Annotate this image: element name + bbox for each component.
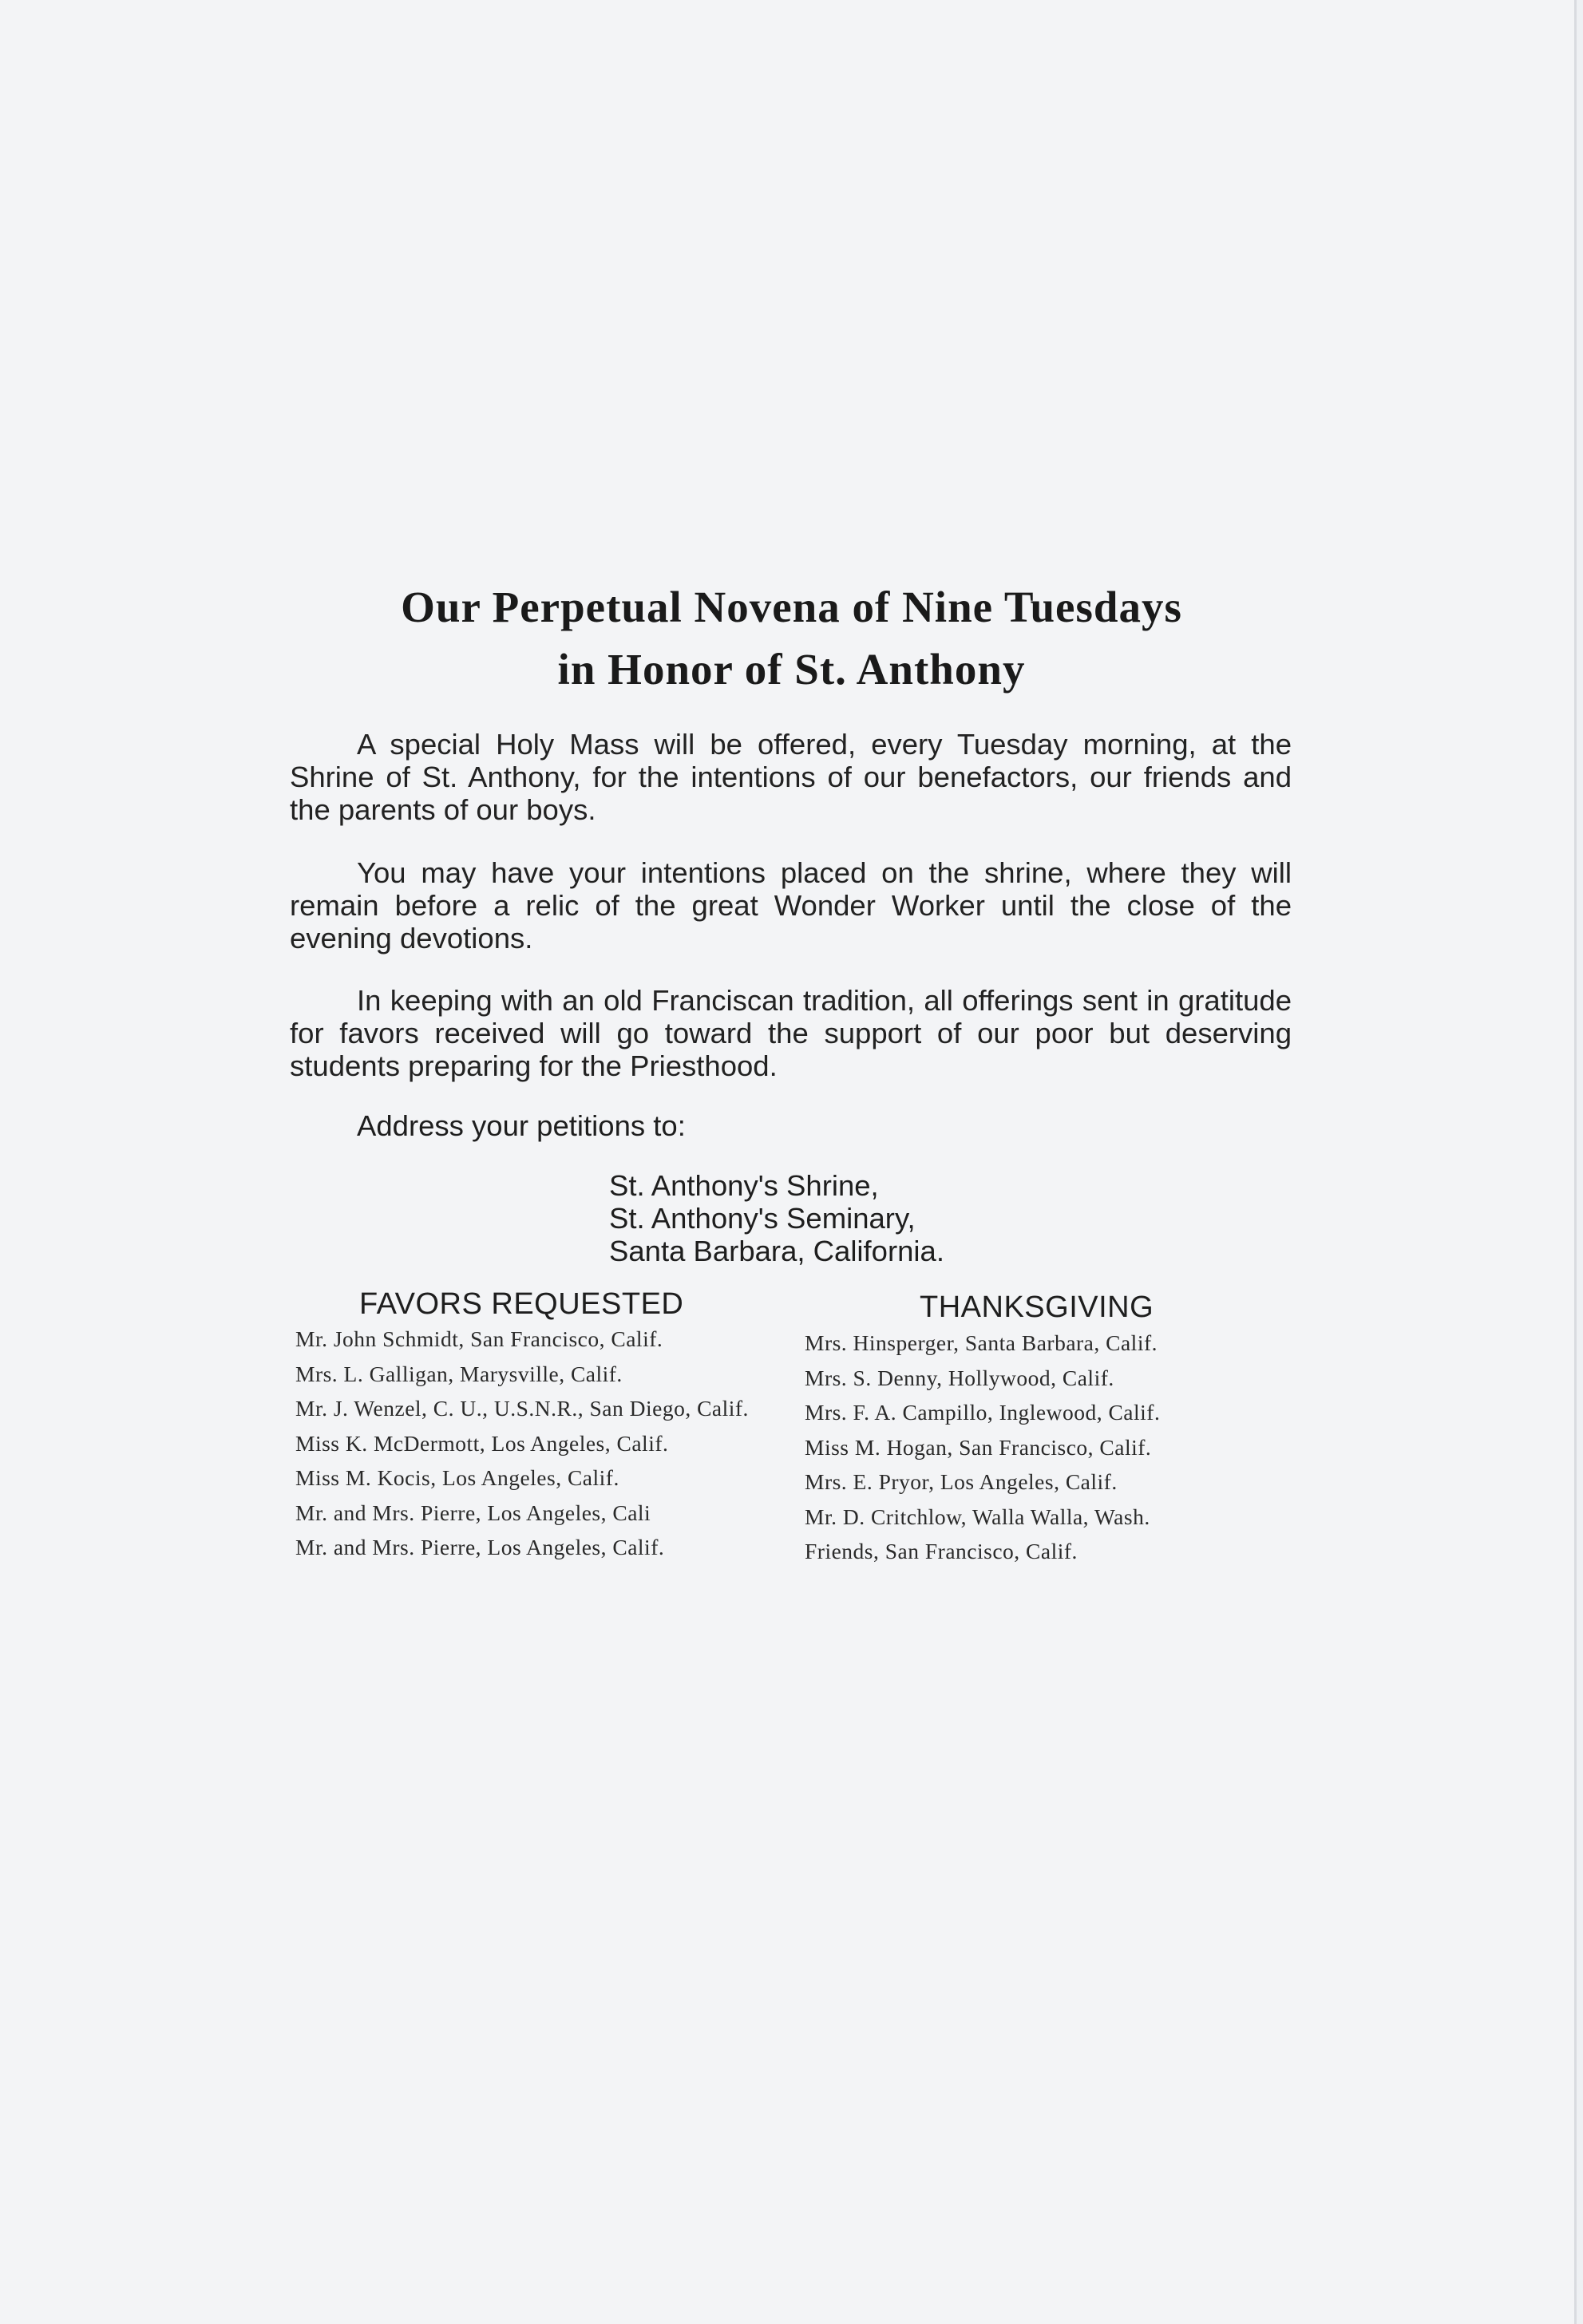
address-line-2: St. Anthony's Seminary, — [609, 1202, 916, 1235]
paragraph-offerings: In keeping with an old Franciscan tradition, all offerings sent in gratitude for favors received will go toward the support of our poor but deserving students preparing for the Priesthood. — [290, 984, 1292, 1082]
paragraph-intentions: You may have your intentions placed on the shrine, where they will remain before a relic of the great Wonder Worker until the close of the evening devotions. — [290, 856, 1292, 955]
list-item: Mrs. F. A. Campillo, Inglewood, Calif. — [805, 1400, 1161, 1425]
address-line-3: Santa Barbara, California. — [609, 1235, 944, 1267]
list-item: Mrs. L. Galligan, Marysville, Calif. — [295, 1361, 623, 1386]
list-item: Mr. and Mrs. Pierre, Los Angeles, Cali — [295, 1500, 651, 1525]
list-item: Mrs. Hinsperger, Santa Barbara, Calif. — [805, 1330, 1158, 1355]
favors-requested-heading: FAVORS REQUESTED — [359, 1287, 684, 1321]
list-item: Miss M. Hogan, San Francisco, Calif. — [805, 1434, 1152, 1460]
paragraph-holy-mass: A special Holy Mass will be offered, every Tuesday morning, at the Shrine of St. Anthony, for the intentions of our benefactors, our friends and the parents of our boys. — [290, 728, 1292, 826]
list-item: Friends, San Francisco, Calif. — [805, 1539, 1078, 1563]
thanksgiving-list — [805, 1326, 1160, 1569]
title-line-1: Our Perpetual Novena of Nine Tuesdays — [401, 583, 1182, 631]
favors-requested-list — [295, 1322, 774, 1565]
list-item: Mr. and Mrs. Pierre, Los Angeles, Calif. — [295, 1535, 665, 1559]
address-label: Address your petitions to: — [357, 1109, 686, 1142]
page-title — [0, 576, 1583, 701]
list-item: Mrs. S. Denny, Hollywood, Calif. — [805, 1365, 1114, 1390]
thanksgiving-heading: THANKSGIVING — [920, 1290, 1154, 1324]
list-item: Mr. J. Wenzel, C. U., U.S.N.R., San Diego, Calif. — [295, 1396, 749, 1421]
list-item: Mr. John Schmidt, San Francisco, Calif. — [295, 1326, 663, 1351]
list-item: Miss K. McDermott, Los Angeles, Calif. — [295, 1430, 669, 1456]
mailing-address — [609, 1169, 944, 1267]
address-line-1: St. Anthony's Shrine, — [609, 1169, 879, 1202]
title-line-2: in Honor of St. Anthony — [557, 645, 1026, 694]
list-item: Miss M. Kocis, Los Angeles, Calif. — [295, 1465, 619, 1490]
list-item: Mrs. E. Pryor, Los Angeles, Calif. — [805, 1469, 1118, 1494]
list-item: Mr. D. Critchlow, Walla Walla, Wash. — [805, 1504, 1150, 1529]
